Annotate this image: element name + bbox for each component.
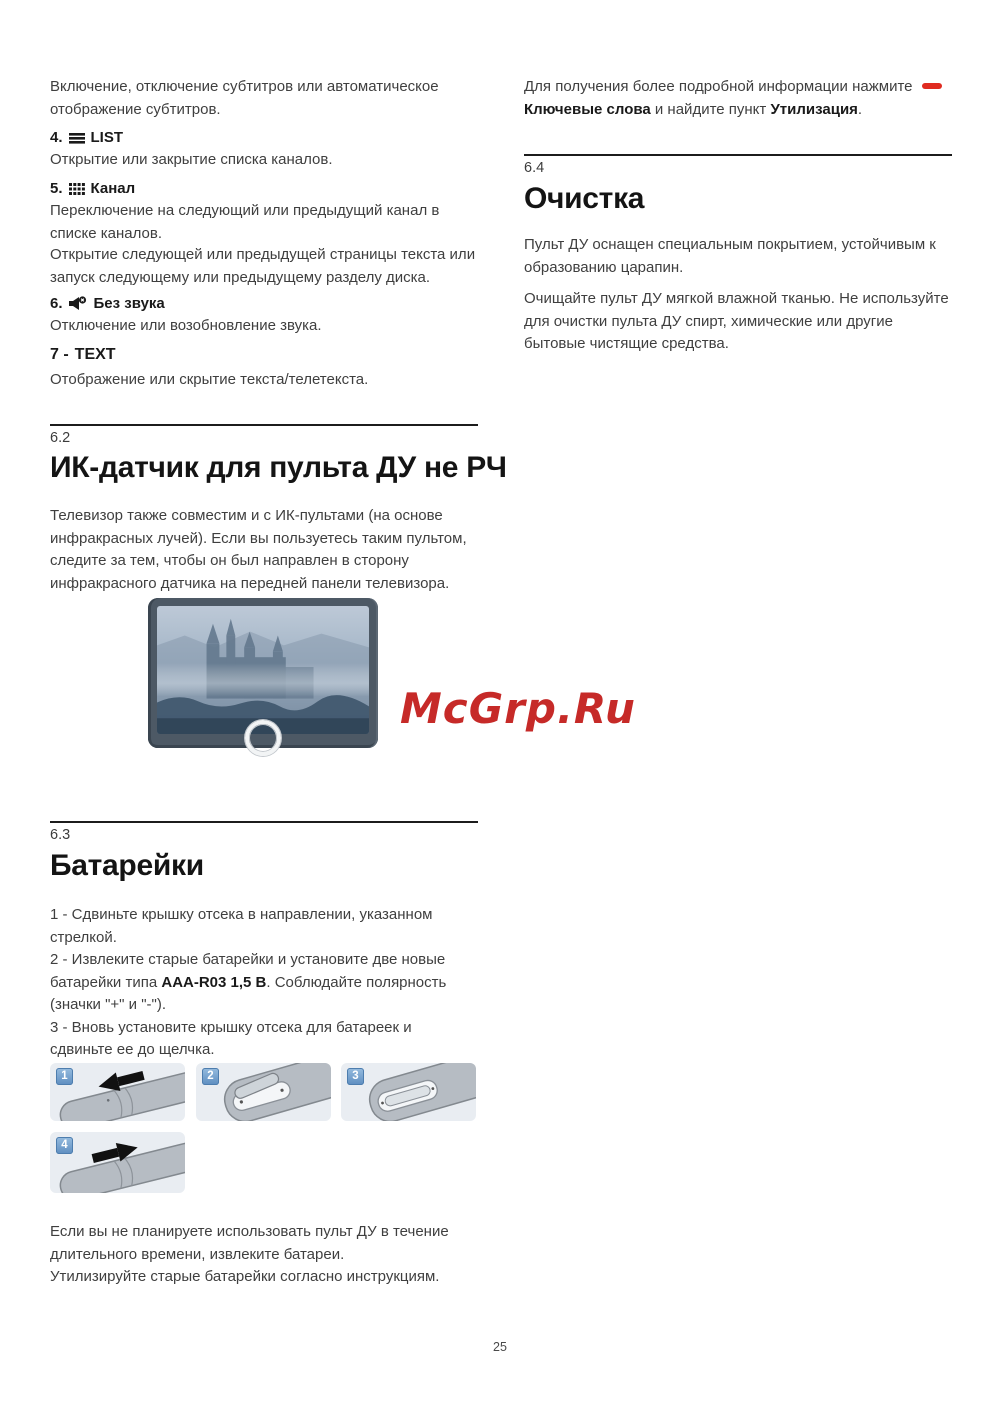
tv-screen-castle-image	[157, 606, 369, 734]
tv-illustration	[148, 598, 378, 748]
battery-disposal-note: Утилизируйте старые батарейки согласно инструкциям.	[50, 1268, 440, 1285]
battery-step-2-end: . Соблюдайте полярность (значки "+" и "-").	[50, 973, 447, 1013]
item-label: Без звука	[93, 295, 165, 312]
battery-step-2: 2 - Извлеките старые батарейки и установите две новые батарейки типа	[50, 951, 446, 991]
section-number: 6.2	[50, 430, 71, 446]
keyword-dash-icon	[922, 83, 942, 89]
remote-key-text	[50, 346, 478, 364]
section-number: 6.4	[524, 160, 545, 176]
section-divider	[50, 821, 478, 823]
subtitles-note: Включение, отключение субтитров или автоматическое отображение субтитров.	[50, 78, 439, 118]
item-number: 4.	[50, 129, 63, 146]
list-desc: Открытие или закрытие списка каналов.	[50, 151, 333, 168]
item-label: Канал	[90, 180, 136, 197]
section-title-cleaning: Очистка	[524, 182, 645, 215]
mute-speaker-icon	[69, 296, 88, 311]
item-label: LIST	[90, 129, 124, 146]
battery-removal-note: Если вы не планируете использовать пульт ДУ в течение длительного времени, извлеките батареи.	[50, 1223, 449, 1263]
battery-type-label: AAA-R03 1,5 В	[161, 973, 267, 991]
tv-logo-ring	[245, 720, 281, 756]
remote-key-mute	[50, 295, 478, 312]
battery-step-image-2	[196, 1063, 331, 1121]
channel-desc: Переключение на следующий или предыдущий канал в списке каналов.	[50, 202, 440, 242]
section-title-batteries: Батарейки	[50, 849, 204, 882]
section-divider	[50, 424, 478, 426]
list-icon	[69, 132, 85, 144]
step-badge: 4	[56, 1137, 73, 1154]
section-number: 6.3	[50, 827, 71, 843]
cleaning-p1: Пульт ДУ оснащен специальным покрытием, устойчивым к образованию царапин.	[524, 236, 936, 276]
mute-desc: Отключение или возобновление звука.	[50, 317, 322, 334]
section-divider	[524, 154, 952, 156]
step-badge: 1	[56, 1068, 73, 1085]
item-number: 7 -	[50, 346, 69, 363]
ir-sensor-body: Телевизор также совместим и с ИК-пультами (на основе инфракрасных лучей). Если вы пользуетесь таким пультом, следите за тем, чтобы он был направлен в сторону инфракрасного датчика на передней панели телевизора.	[50, 507, 467, 592]
section-title-ir-sensor: ИК-датчик для пульта ДУ не РЧ	[50, 451, 507, 484]
keywords-label: Ключевые слова	[524, 100, 651, 118]
item-number: 5.	[50, 180, 63, 197]
remote-key-channel	[50, 180, 478, 197]
battery-step-image-4	[50, 1132, 185, 1193]
text-desc: Отображение или скрытие текста/телетекста.	[50, 371, 369, 388]
item-number: 6.	[50, 295, 63, 312]
keywords-note-mid: и найдите пункт	[650, 100, 771, 118]
keywords-note-pre: Для получения более подробной информации нажмите	[524, 78, 917, 95]
watermark: McGrp.Ru	[400, 684, 636, 733]
battery-step-3: 3 - Вновь установите крышку отсека для батареек и сдвиньте ее до щелчка.	[50, 1018, 412, 1058]
battery-steps	[50, 904, 478, 1062]
battery-step-image-1	[50, 1063, 185, 1121]
battery-step-image-3	[341, 1063, 476, 1121]
remote-key-list	[50, 129, 478, 146]
utilization-label: Утилизация	[770, 100, 858, 118]
cleaning-p2: Очищайте пульт ДУ мягкой влажной тканью. Не используйте для очистки пульта ДУ спирт, химические или другие бытовые чистящие средства.	[524, 290, 949, 352]
battery-step-1: 1 - Сдвиньте крышку отсека в направлении, указанном стрелкой.	[50, 906, 433, 946]
keywords-note-post: .	[857, 100, 863, 118]
channel-desc-2: Открытие следующей или предыдущей страницы текста или запуск следующему или предыдущему разделу диска.	[50, 246, 476, 286]
step-badge: 3	[347, 1068, 364, 1085]
step-badge: 2	[202, 1068, 219, 1085]
item-label: TEXT	[74, 346, 116, 363]
page-number: 25	[493, 1340, 507, 1354]
keywords-note	[524, 76, 952, 121]
channel-grid-icon	[69, 183, 85, 195]
